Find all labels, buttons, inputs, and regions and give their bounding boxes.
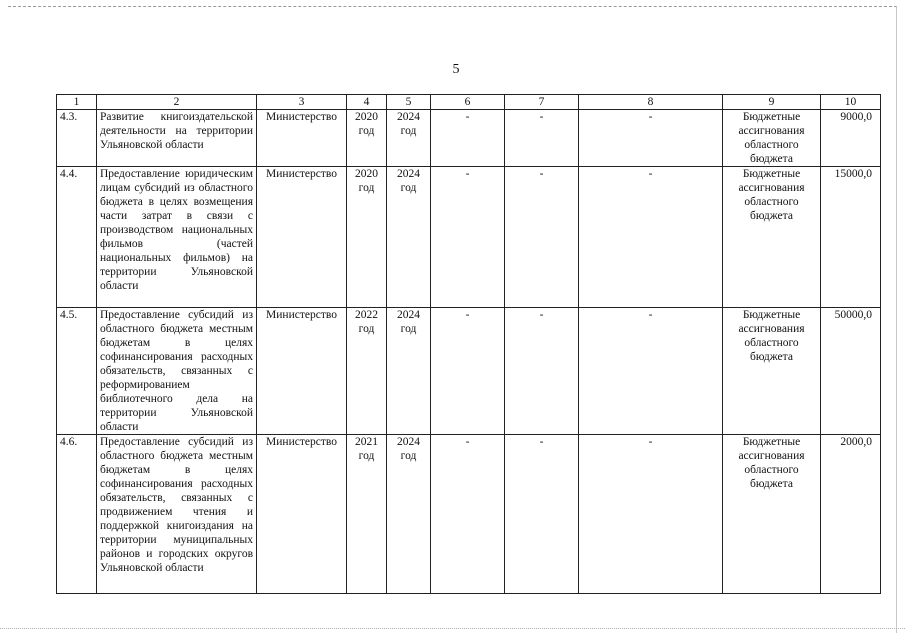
- measure-name: Предоставление субсидий из областного бюджета местным бюджетам в целях софинансирования расходных обязательств, связанных с продвижением чтения и поддержкой книгоиздания на территории муниципальных районов и городских округов Ульяновской области: [97, 435, 257, 594]
- table-header-row: [57, 95, 881, 110]
- start-year: 2020 год: [347, 167, 387, 308]
- column-header: 4: [347, 95, 387, 110]
- measure-name: Развитие книгоиздательской деятельности на территории Ульяновской области: [97, 110, 257, 167]
- column-header: 7: [505, 95, 579, 110]
- column-8-value: -: [579, 167, 723, 308]
- start-year: 2021 год: [347, 435, 387, 594]
- executor: Министерство: [257, 110, 347, 167]
- column-7-value: -: [505, 308, 579, 435]
- table-row: [57, 308, 881, 435]
- executor: Министерство: [257, 435, 347, 594]
- row-number: 4.4.: [57, 167, 97, 308]
- column-6-value: -: [431, 435, 505, 594]
- column-8-value: -: [579, 435, 723, 594]
- measure-name: Предоставление юридическим лицам субсидий из областного бюджета в целях возмещения части затрат в связи с производством национальных фильмов (частей национальных фильмов) на территории Ульяновской области: [97, 167, 257, 308]
- funding-amount: 15000,0: [821, 167, 881, 308]
- column-header: 10: [821, 95, 881, 110]
- funding-source: Бюджетные ассигнования областного бюджета: [723, 110, 821, 167]
- table-row: [57, 435, 881, 594]
- end-year: 2024 год: [387, 167, 431, 308]
- executor: Министерство: [257, 308, 347, 435]
- column-7-value: -: [505, 435, 579, 594]
- column-8-value: -: [579, 308, 723, 435]
- row-number: 4.5.: [57, 308, 97, 435]
- page-number: 5: [452, 62, 460, 77]
- executor: Министерство: [257, 167, 347, 308]
- column-6-value: -: [431, 110, 505, 167]
- measure-name: Предоставление субсидий из областного бюджета местным бюджетам в целях софинансирования расходных обязательств, связанных с реформированием библиотечного дела на территории Ульяновской области: [97, 308, 257, 435]
- column-header: 2: [97, 95, 257, 110]
- start-year: 2022 год: [347, 308, 387, 435]
- start-year: 2020 год: [347, 110, 387, 167]
- end-year: 2024 год: [387, 110, 431, 167]
- column-6-value: -: [431, 308, 505, 435]
- column-8-value: -: [579, 110, 723, 167]
- column-header: 6: [431, 95, 505, 110]
- column-header: 9: [723, 95, 821, 110]
- column-header: 5: [387, 95, 431, 110]
- funding-source: Бюджетные ассигнования областного бюджета: [723, 167, 821, 308]
- column-7-value: -: [505, 167, 579, 308]
- funding-source: Бюджетные ассигнования областного бюджета: [723, 435, 821, 594]
- funding-amount: 9000,0: [821, 110, 881, 167]
- end-year: 2024 год: [387, 308, 431, 435]
- scan-edge-noise: [0, 628, 905, 633]
- program-table-wrapper: [56, 94, 880, 594]
- end-year: 2024 год: [387, 435, 431, 594]
- funding-amount: 2000,0: [821, 435, 881, 594]
- funding-amount: 50000,0: [821, 308, 881, 435]
- table-row: [57, 167, 881, 308]
- row-number: 4.6.: [57, 435, 97, 594]
- program-table: [56, 94, 881, 594]
- column-6-value: -: [431, 167, 505, 308]
- column-header: 8: [579, 95, 723, 110]
- funding-source: Бюджетные ассигнования областного бюджета: [723, 308, 821, 435]
- column-7-value: -: [505, 110, 579, 167]
- table-row: [57, 110, 881, 167]
- column-header: 3: [257, 95, 347, 110]
- column-header: 1: [57, 95, 97, 110]
- row-number: 4.3.: [57, 110, 97, 167]
